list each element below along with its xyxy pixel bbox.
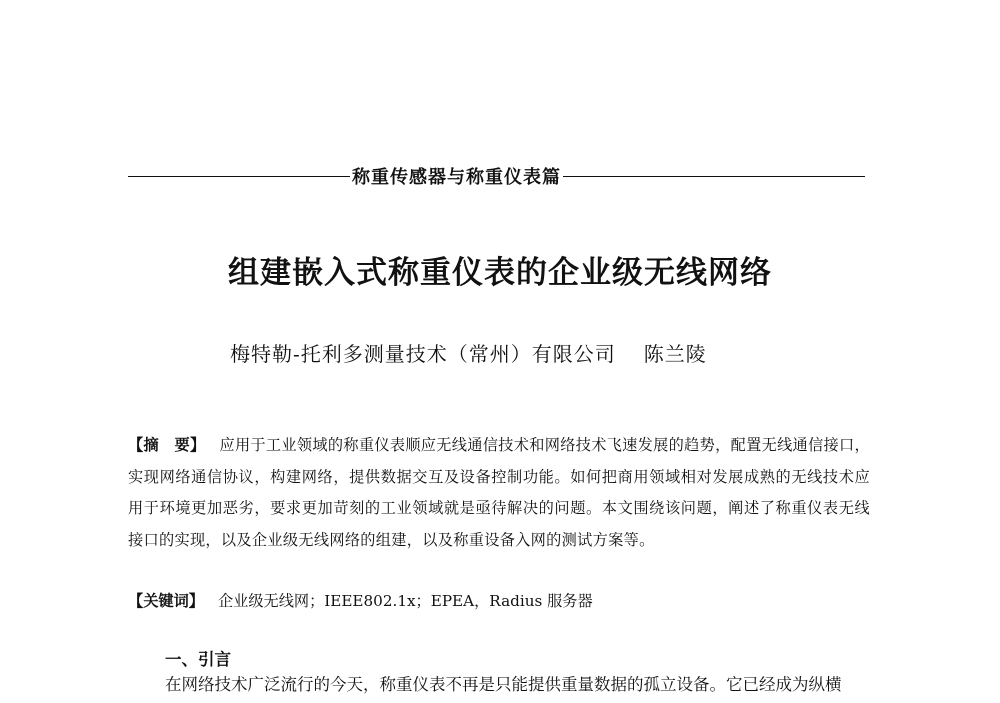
abstract-text: 应用于工业领域的称重仪表顺应无线通信技术和网络技术飞速发展的趋势，配置无线通信接口，实现网络通信协议，构建网络，提供数据交互及设备控制功能。如何把商用领域相对发展成熟的无线技术应用于环境更加恶劣，要求更加苛刻的工业领域就是亟待解决的问题。本文围绕该问题，阐述了称重仪表无线接口的实现，以及企业级无线网络的组建，以及称重设备入网的测试方案等。 — [128, 436, 870, 549]
section-heading: 一、引言 — [165, 650, 231, 669]
author-line — [230, 338, 830, 367]
paper-title: 组建嵌入式称重仪表的企业级无线网络 — [228, 255, 772, 291]
keywords-label: 【关键词】 — [128, 592, 204, 610]
abstract-label: 【摘 要】 — [128, 436, 206, 454]
body-paragraph: 在网络技术广泛流行的今天，称重仪表不再是只能提供重量数据的孤立设备。它已经成为纵横 — [165, 675, 842, 694]
header-rule-left — [128, 176, 350, 177]
affiliation: 梅特勒-托利多测量技术（常州）有限公司 — [230, 342, 616, 366]
section-title: 称重传感器与称重仪表篇 — [352, 167, 561, 188]
section-header — [128, 162, 865, 190]
author-name: 陈兰陵 — [643, 342, 707, 366]
keywords — [128, 589, 870, 613]
abstract — [128, 430, 870, 556]
header-rule-right — [563, 176, 865, 177]
keywords-text: 企业级无线网；IEEE802.1x；EPEA，Radius 服务器 — [217, 592, 593, 610]
